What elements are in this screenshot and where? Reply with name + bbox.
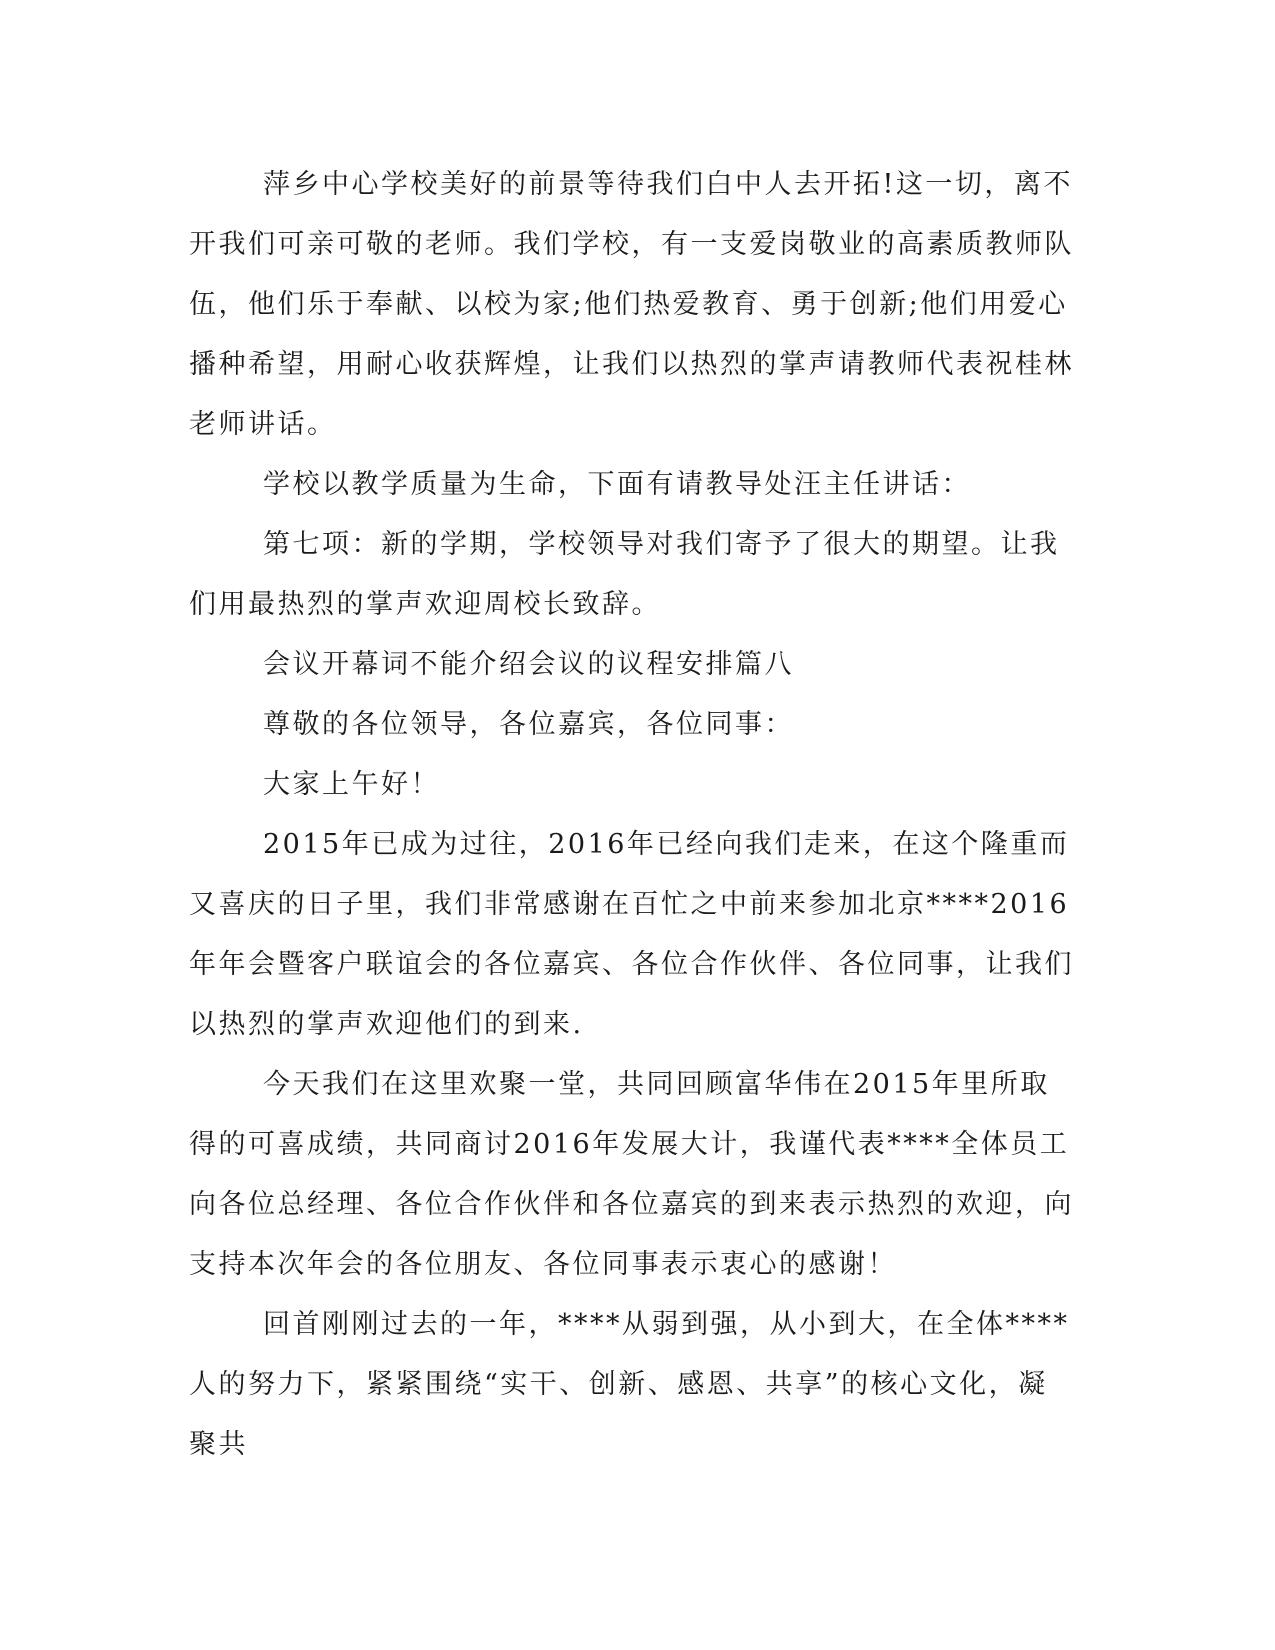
paragraph-item-seven: 第七项：新的学期，学校领导对我们寄予了很大的期望。让我们用最热烈的掌声欢迎周校长致辞。 <box>189 529 1060 620</box>
document-body <box>189 155 1074 1475</box>
salutation: 尊敬的各位领导，各位嘉宾，各位同事： <box>263 709 794 740</box>
greeting: 大家上午好！ <box>263 769 440 800</box>
paragraph-gathering: 今天我们在这里欢聚一堂，共同回顾富华伟在2015年里所取得的可喜成绩，共同商讨2016年发展大计，我谨代表****全体员工向各位总经理、各位合作伙伴和各位嘉宾的到来表示热烈的欢迎，向支持本次年会的各位朋友、各位同事表示衷心的感谢！ <box>189 1069 1074 1280</box>
paragraph-new-year: 2015年已成为过往，2016年已经向我们走来，在这个隆重而又喜庆的日子里，我们非常感谢在百忙之中前来参加北京****2016年年会暨客户联谊会的各位嘉宾、各位合作伙伴、各位同事，让我们以热烈的掌声欢迎他们的到来. <box>189 829 1074 1040</box>
paragraph-school-prospect: 萍乡中心学校美好的前景等待我们白中人去开拓!这一切，离不开我们可亲可敬的老师。我们学校，有一支爱岗敬业的高素质教师队伍，他们乐于奉献、以校为家;他们热爱教育、勇于创新;他们用爱心播种希望，用耐心收获辉煌，让我们以热烈的掌声请教师代表祝桂林老师讲话。 <box>189 169 1074 440</box>
paragraph-teaching-quality: 学校以教学质量为生命，下面有请教导处汪主任讲话： <box>263 469 971 500</box>
section-heading: 会议开幕词不能介绍会议的议程安排篇八 <box>263 649 794 680</box>
paragraph-review: 回首刚刚过去的一年，****从弱到强，从小到大，在全体****人的努力下，紧紧围绕“实干、创新、感恩、共享”的核心文化，凝聚共 <box>189 1309 1070 1460</box>
